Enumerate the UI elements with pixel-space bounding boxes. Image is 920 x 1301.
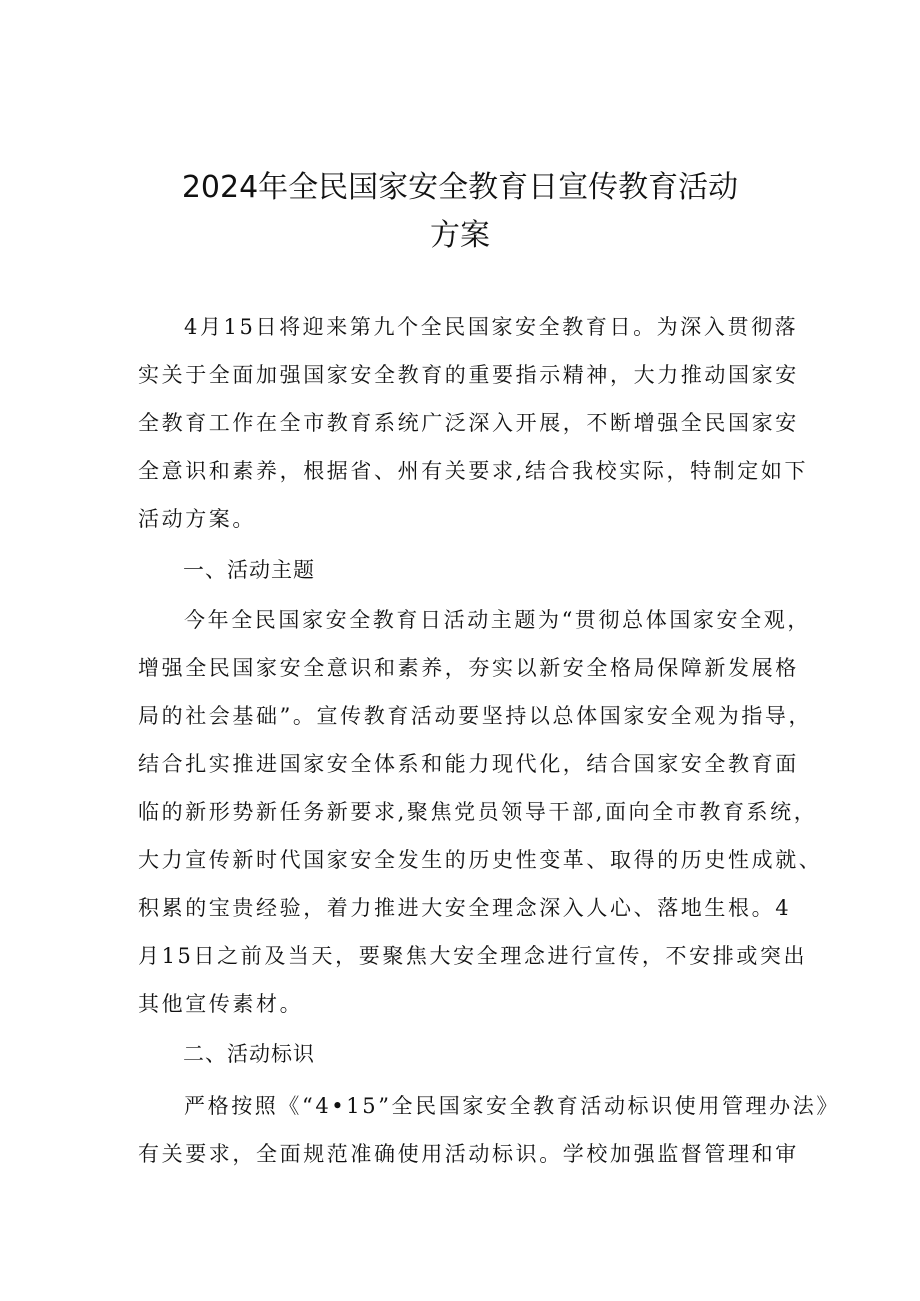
- paragraph-line: 结合扎实推进国家安全体系和能力现代化，结合国家安全教育面: [138, 752, 799, 776]
- paragraph-line: 实关于全面加强国家安全教育的重要指示精神，大力推动国家安: [138, 363, 799, 387]
- paragraph-line: 其他宣传素材。: [138, 992, 304, 1016]
- paragraph-line: 局的社会基础”。宣传教育活动要坚持以总体国家安全观为指导，: [138, 704, 813, 728]
- document-title-line-2: 方案: [430, 218, 490, 253]
- section-logo-paragraph: [138, 1082, 840, 1178]
- paragraph-line: 全意识和素养，根据省、州有关要求,结合我校实际，特制定如下: [138, 459, 809, 483]
- paragraph-line: 4月15日将迎来第九个全民国家安全教育日。为深入贯彻落: [184, 315, 799, 339]
- paragraph-line: 月15日之前及当天，要聚焦大安全理念进行宣传，不安排或突出: [138, 944, 808, 968]
- paragraph-line: 临的新形势新任务新要求,聚焦党员领导干部,面向全市教育系统，: [138, 800, 818, 824]
- paragraph-line: 严格按照《“4•15”全民国家安全教育活动标识使用管理办法》: [184, 1094, 840, 1118]
- section-theme-paragraph: [138, 596, 823, 1028]
- paragraph-line: 积累的宝贵经验，着力推进大安全理念深入人心、落地生根。4: [138, 896, 792, 920]
- paragraph-line: 有关要求，全面规范准确使用活动标识。学校加强监督管理和审: [138, 1142, 799, 1166]
- paragraph-line: 今年全民国家安全教育日活动主题为“贯彻总体国家安全观，: [184, 608, 811, 632]
- paragraph-line: 全教育工作在全市教育系统广泛深入开展，不断增强全民国家安: [138, 411, 799, 435]
- paragraph-line: 活动方案。: [138, 507, 256, 531]
- section-heading-theme: 一、活动主题: [183, 558, 315, 582]
- document-title-line-1: 2024年全民国家安全教育日宣传教育活动: [181, 170, 739, 205]
- paragraph-line: 大力宣传新时代国家安全发生的历史性变革、取得的历史性成就、: [138, 848, 823, 872]
- paragraph-line: 增强全民国家安全意识和素养，夯实以新安全格局保障新发展格: [138, 656, 799, 680]
- section-heading-logo: 二、活动标识: [183, 1042, 315, 1066]
- intro-paragraph: [138, 303, 809, 543]
